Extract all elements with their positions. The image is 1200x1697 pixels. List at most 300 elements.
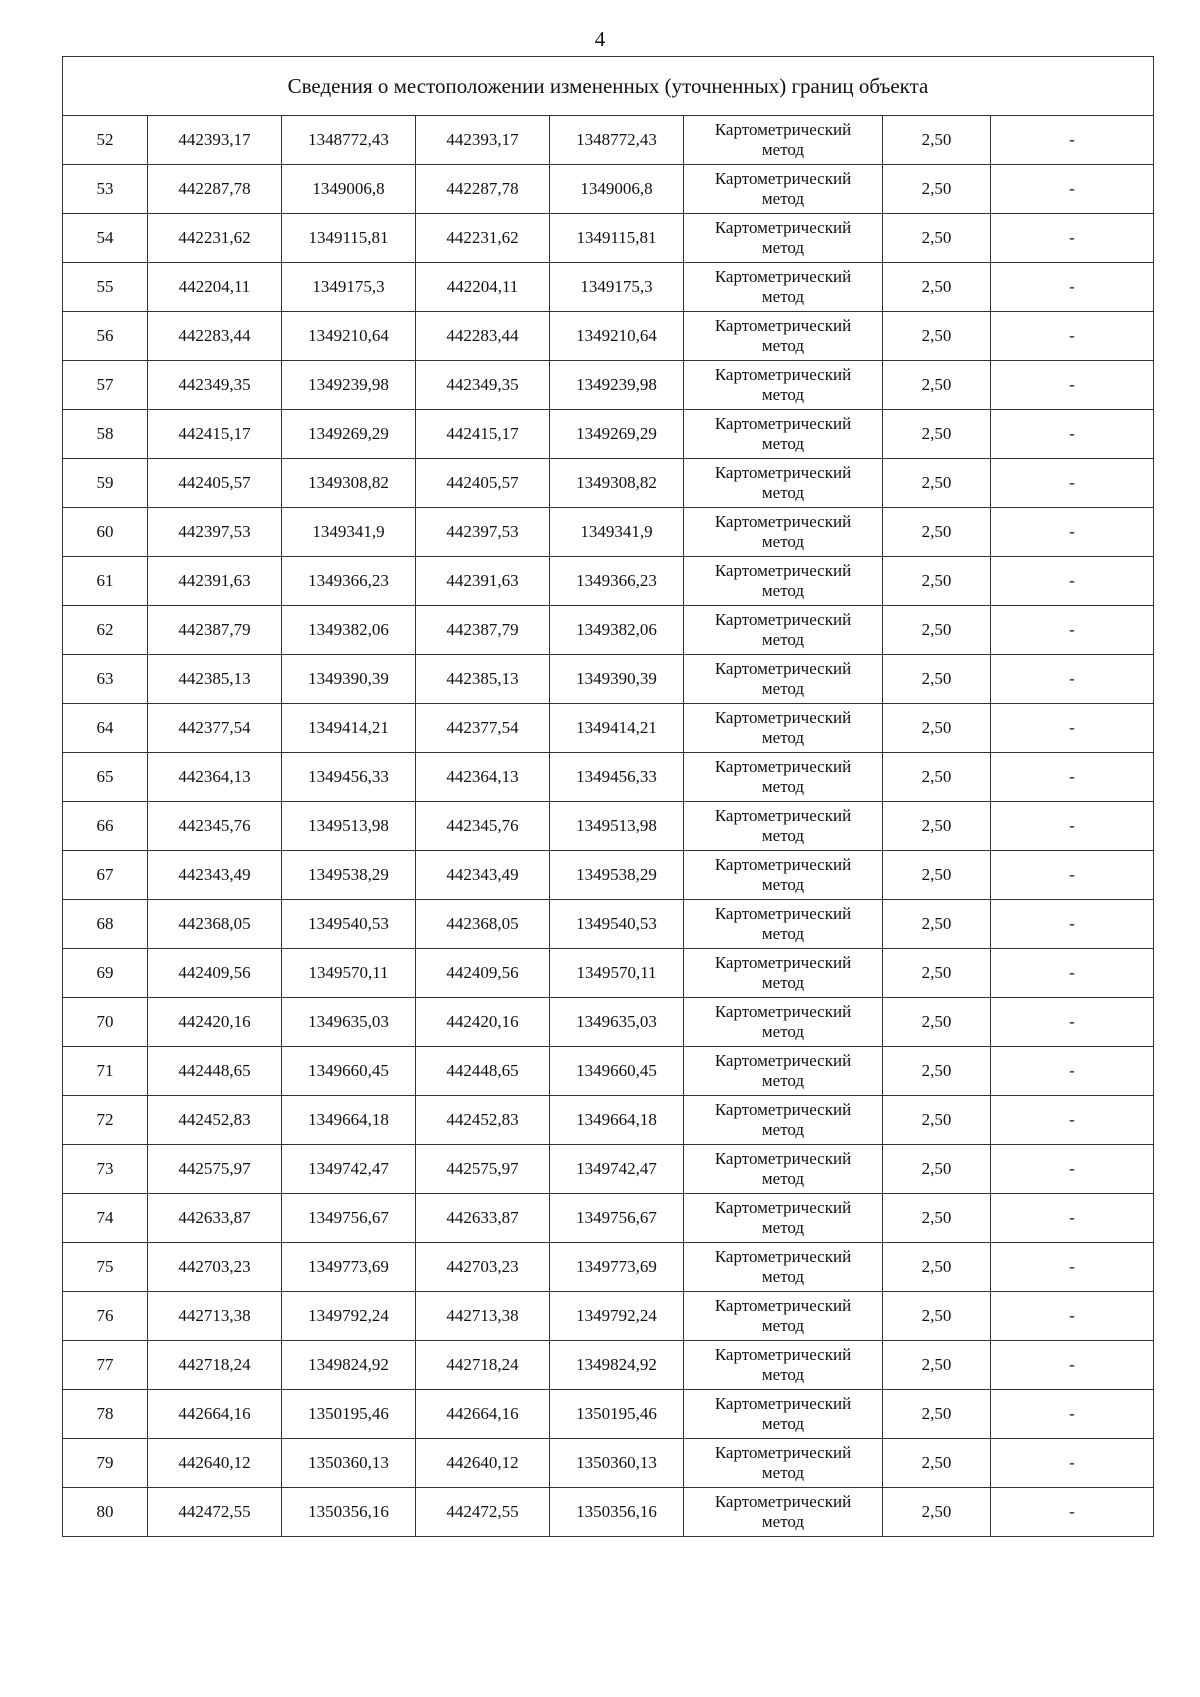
x-existing-cell: 442405,57 [148,459,282,508]
method-cell [684,949,883,998]
note-cell: - [991,606,1154,655]
table-body [63,57,1154,1537]
method-cell [684,998,883,1047]
method-cell [684,606,883,655]
table-row [63,361,1154,410]
method-line-1: Картометрический [714,1492,852,1511]
accuracy-cell: 2,50 [883,753,991,802]
x-existing-cell: 442397,53 [148,508,282,557]
note-cell: - [991,1145,1154,1194]
point-number-cell: 55 [63,263,148,312]
accuracy-cell: 2,50 [883,704,991,753]
note-cell: - [991,851,1154,900]
y-refined-cell: 1349341,9 [550,508,684,557]
accuracy-cell: 2,50 [883,312,991,361]
x-existing-cell: 442575,97 [148,1145,282,1194]
x-refined-cell: 442640,12 [416,1439,550,1488]
method-line-1: Картометрический [714,806,852,825]
accuracy-cell: 2,50 [883,1243,991,1292]
point-number-cell: 69 [63,949,148,998]
table-row [63,851,1154,900]
x-refined-cell: 442713,38 [416,1292,550,1341]
method-line-1: Картометрический [714,904,852,923]
x-refined-cell: 442409,56 [416,949,550,998]
note-cell: - [991,1488,1154,1537]
method-line-1: Картометрический [714,267,852,286]
method-line-1: Картометрический [714,414,852,433]
y-existing-cell: 1349513,98 [282,802,416,851]
point-number-cell: 60 [63,508,148,557]
table-row [63,214,1154,263]
y-existing-cell: 1349635,03 [282,998,416,1047]
y-existing-cell: 1349664,18 [282,1096,416,1145]
note-cell: - [991,704,1154,753]
note-cell: - [991,998,1154,1047]
y-refined-cell: 1349756,67 [550,1194,684,1243]
method-line-2: метод [761,1071,805,1090]
point-number-cell: 73 [63,1145,148,1194]
y-refined-cell: 1349456,33 [550,753,684,802]
method-line-2: метод [761,1512,805,1531]
table-row [63,508,1154,557]
x-refined-cell: 442452,83 [416,1096,550,1145]
accuracy-cell: 2,50 [883,1145,991,1194]
method-line-1: Картометрический [714,659,852,678]
table-row [63,1096,1154,1145]
table-row [63,557,1154,606]
method-cell [684,655,883,704]
accuracy-cell: 2,50 [883,410,991,459]
note-cell: - [991,410,1154,459]
x-refined-cell: 442472,55 [416,1488,550,1537]
y-refined-cell: 1350356,16 [550,1488,684,1537]
y-existing-cell: 1349006,8 [282,165,416,214]
x-existing-cell: 442231,62 [148,214,282,263]
note-cell: - [991,312,1154,361]
y-refined-cell: 1349824,92 [550,1341,684,1390]
method-line-2: метод [761,483,805,502]
x-refined-cell: 442575,97 [416,1145,550,1194]
y-refined-cell: 1349115,81 [550,214,684,263]
accuracy-cell: 2,50 [883,998,991,1047]
method-line-2: метод [761,1169,805,1188]
accuracy-cell: 2,50 [883,116,991,165]
note-cell: - [991,116,1154,165]
method-line-2: метод [761,532,805,551]
method-cell [684,1243,883,1292]
x-existing-cell: 442287,78 [148,165,282,214]
x-refined-cell: 442204,11 [416,263,550,312]
x-refined-cell: 442349,35 [416,361,550,410]
point-number-cell: 58 [63,410,148,459]
table-row [63,1047,1154,1096]
note-cell: - [991,1194,1154,1243]
method-line-2: метод [761,1365,805,1384]
method-cell [684,116,883,165]
x-refined-cell: 442364,13 [416,753,550,802]
method-cell [684,263,883,312]
method-cell [684,1390,883,1439]
note-cell: - [991,802,1154,851]
method-cell [684,1096,883,1145]
method-line-2: метод [761,875,805,894]
method-line-1: Картометрический [714,1247,852,1266]
method-line-1: Картометрический [714,1345,852,1364]
x-existing-cell: 442368,05 [148,900,282,949]
method-line-2: метод [761,1414,805,1433]
method-cell [684,1488,883,1537]
y-refined-cell: 1349269,29 [550,410,684,459]
method-line-2: метод [761,1022,805,1041]
table-row [63,263,1154,312]
y-existing-cell: 1349366,23 [282,557,416,606]
method-line-1: Картометрический [714,316,852,335]
y-existing-cell: 1350195,46 [282,1390,416,1439]
point-number-cell: 65 [63,753,148,802]
x-existing-cell: 442703,23 [148,1243,282,1292]
y-existing-cell: 1349382,06 [282,606,416,655]
point-number-cell: 64 [63,704,148,753]
point-number-cell: 76 [63,1292,148,1341]
method-cell [684,557,883,606]
method-line-2: метод [761,679,805,698]
y-existing-cell: 1349175,3 [282,263,416,312]
x-refined-cell: 442397,53 [416,508,550,557]
y-existing-cell: 1349660,45 [282,1047,416,1096]
point-number-cell: 56 [63,312,148,361]
point-number-cell: 70 [63,998,148,1047]
table-row [63,1341,1154,1390]
method-line-2: метод [761,434,805,453]
table-row [63,116,1154,165]
accuracy-cell: 2,50 [883,1194,991,1243]
method-cell [684,1194,883,1243]
method-line-1: Картометрический [714,757,852,776]
y-refined-cell: 1349175,3 [550,263,684,312]
note-cell: - [991,263,1154,312]
point-number-cell: 52 [63,116,148,165]
x-refined-cell: 442415,17 [416,410,550,459]
y-refined-cell: 1349664,18 [550,1096,684,1145]
y-existing-cell: 1349824,92 [282,1341,416,1390]
point-number-cell: 61 [63,557,148,606]
x-refined-cell: 442703,23 [416,1243,550,1292]
note-cell: - [991,1292,1154,1341]
method-line-1: Картометрический [714,708,852,727]
method-line-2: метод [761,287,805,306]
table-row [63,1390,1154,1439]
method-cell [684,459,883,508]
note-cell: - [991,1047,1154,1096]
x-existing-cell: 442393,17 [148,116,282,165]
accuracy-cell: 2,50 [883,1341,991,1390]
y-existing-cell: 1349308,82 [282,459,416,508]
x-existing-cell: 442713,38 [148,1292,282,1341]
method-cell [684,361,883,410]
y-refined-cell: 1350360,13 [550,1439,684,1488]
y-existing-cell: 1350356,16 [282,1488,416,1537]
x-existing-cell: 442391,63 [148,557,282,606]
y-existing-cell: 1349742,47 [282,1145,416,1194]
accuracy-cell: 2,50 [883,361,991,410]
point-number-cell: 78 [63,1390,148,1439]
method-line-1: Картометрический [714,169,852,188]
method-line-2: метод [761,189,805,208]
method-line-1: Картометрический [714,463,852,482]
method-cell [684,165,883,214]
table-row [63,1292,1154,1341]
note-cell: - [991,1096,1154,1145]
table-row [63,1194,1154,1243]
x-existing-cell: 442349,35 [148,361,282,410]
note-cell: - [991,508,1154,557]
y-refined-cell: 1349538,29 [550,851,684,900]
y-refined-cell: 1349773,69 [550,1243,684,1292]
accuracy-cell: 2,50 [883,1292,991,1341]
table-row [63,312,1154,361]
x-existing-cell: 442345,76 [148,802,282,851]
y-refined-cell: 1349239,98 [550,361,684,410]
note-cell: - [991,1243,1154,1292]
x-refined-cell: 442283,44 [416,312,550,361]
method-line-2: метод [761,630,805,649]
y-existing-cell: 1349390,39 [282,655,416,704]
method-line-1: Картометрический [714,1394,852,1413]
y-refined-cell: 1349570,11 [550,949,684,998]
point-number-cell: 68 [63,900,148,949]
method-line-1: Картометрический [714,1443,852,1462]
table-row [63,998,1154,1047]
y-existing-cell: 1349756,67 [282,1194,416,1243]
point-number-cell: 80 [63,1488,148,1537]
method-cell [684,900,883,949]
x-refined-cell: 442718,24 [416,1341,550,1390]
method-line-1: Картометрический [714,1296,852,1315]
x-existing-cell: 442385,13 [148,655,282,704]
method-line-1: Картометрический [714,218,852,237]
method-line-1: Картометрический [714,1051,852,1070]
note-cell: - [991,900,1154,949]
accuracy-cell: 2,50 [883,1390,991,1439]
point-number-cell: 54 [63,214,148,263]
accuracy-cell: 2,50 [883,1439,991,1488]
x-refined-cell: 442448,65 [416,1047,550,1096]
method-cell [684,1341,883,1390]
y-existing-cell: 1349456,33 [282,753,416,802]
accuracy-cell: 2,50 [883,557,991,606]
point-number-cell: 67 [63,851,148,900]
x-existing-cell: 442420,16 [148,998,282,1047]
accuracy-cell: 2,50 [883,165,991,214]
x-refined-cell: 442385,13 [416,655,550,704]
x-existing-cell: 442415,17 [148,410,282,459]
method-line-2: метод [761,728,805,747]
method-line-2: метод [761,1120,805,1139]
x-existing-cell: 442664,16 [148,1390,282,1439]
table-row [63,655,1154,704]
method-line-2: метод [761,238,805,257]
point-number-cell: 53 [63,165,148,214]
method-cell [684,1047,883,1096]
coordinates-table [62,56,1154,1537]
x-refined-cell: 442377,54 [416,704,550,753]
y-refined-cell: 1348772,43 [550,116,684,165]
y-refined-cell: 1349006,8 [550,165,684,214]
y-existing-cell: 1349792,24 [282,1292,416,1341]
y-refined-cell: 1349210,64 [550,312,684,361]
method-line-1: Картометрический [714,610,852,629]
accuracy-cell: 2,50 [883,263,991,312]
method-line-2: метод [761,336,805,355]
point-number-cell: 79 [63,1439,148,1488]
point-number-cell: 62 [63,606,148,655]
x-refined-cell: 442664,16 [416,1390,550,1439]
point-number-cell: 75 [63,1243,148,1292]
method-line-1: Картометрический [714,1100,852,1119]
method-line-2: метод [761,777,805,796]
accuracy-cell: 2,50 [883,214,991,263]
x-existing-cell: 442640,12 [148,1439,282,1488]
note-cell: - [991,557,1154,606]
y-refined-cell: 1350195,46 [550,1390,684,1439]
method-cell [684,1145,883,1194]
y-existing-cell: 1349239,98 [282,361,416,410]
method-cell [684,410,883,459]
note-cell: - [991,753,1154,802]
y-existing-cell: 1349570,11 [282,949,416,998]
x-existing-cell: 442343,49 [148,851,282,900]
accuracy-cell: 2,50 [883,1096,991,1145]
y-refined-cell: 1349635,03 [550,998,684,1047]
method-line-2: метод [761,581,805,600]
x-refined-cell: 442420,16 [416,998,550,1047]
table-row [63,606,1154,655]
point-number-cell: 57 [63,361,148,410]
method-line-2: метод [761,973,805,992]
method-line-1: Картометрический [714,365,852,384]
method-cell [684,1292,883,1341]
note-cell: - [991,214,1154,263]
method-cell [684,851,883,900]
accuracy-cell: 2,50 [883,1047,991,1096]
x-existing-cell: 442409,56 [148,949,282,998]
y-existing-cell: 1348772,43 [282,116,416,165]
x-refined-cell: 442405,57 [416,459,550,508]
method-line-2: метод [761,1316,805,1335]
x-refined-cell: 442633,87 [416,1194,550,1243]
method-line-1: Картометрический [714,561,852,580]
method-cell [684,1439,883,1488]
method-cell [684,214,883,263]
x-existing-cell: 442364,13 [148,753,282,802]
note-cell: - [991,1439,1154,1488]
y-existing-cell: 1349269,29 [282,410,416,459]
note-cell: - [991,165,1154,214]
table-row [63,900,1154,949]
accuracy-cell: 2,50 [883,508,991,557]
point-number-cell: 74 [63,1194,148,1243]
x-refined-cell: 442387,79 [416,606,550,655]
y-refined-cell: 1349382,06 [550,606,684,655]
point-number-cell: 59 [63,459,148,508]
method-cell [684,704,883,753]
note-cell: - [991,459,1154,508]
note-cell: - [991,949,1154,998]
y-refined-cell: 1349390,39 [550,655,684,704]
y-refined-cell: 1349660,45 [550,1047,684,1096]
x-refined-cell: 442393,17 [416,116,550,165]
y-existing-cell: 1349414,21 [282,704,416,753]
y-refined-cell: 1349366,23 [550,557,684,606]
accuracy-cell: 2,50 [883,851,991,900]
method-line-2: метод [761,1218,805,1237]
table-title-row [63,57,1154,116]
table-row [63,459,1154,508]
method-line-2: метод [761,1463,805,1482]
note-cell: - [991,1390,1154,1439]
method-line-1: Картометрический [714,1198,852,1217]
x-existing-cell: 442452,83 [148,1096,282,1145]
accuracy-cell: 2,50 [883,949,991,998]
method-line-2: метод [761,385,805,404]
table-title: Сведения о местоположении измененных (уточненных) границ объекта [63,57,1154,116]
method-line-2: метод [761,924,805,943]
y-existing-cell: 1349115,81 [282,214,416,263]
table-row [63,802,1154,851]
method-cell [684,312,883,361]
x-existing-cell: 442718,24 [148,1341,282,1390]
y-existing-cell: 1349341,9 [282,508,416,557]
x-refined-cell: 442391,63 [416,557,550,606]
x-refined-cell: 442345,76 [416,802,550,851]
table-row [63,949,1154,998]
accuracy-cell: 2,50 [883,459,991,508]
x-refined-cell: 442368,05 [416,900,550,949]
table-row [63,1488,1154,1537]
method-line-2: метод [761,826,805,845]
method-cell [684,753,883,802]
y-existing-cell: 1350360,13 [282,1439,416,1488]
method-line-1: Картометрический [714,1149,852,1168]
accuracy-cell: 2,50 [883,900,991,949]
x-existing-cell: 442283,44 [148,312,282,361]
point-number-cell: 71 [63,1047,148,1096]
y-existing-cell: 1349773,69 [282,1243,416,1292]
point-number-cell: 66 [63,802,148,851]
table-row [63,753,1154,802]
y-refined-cell: 1349540,53 [550,900,684,949]
table-row [63,1145,1154,1194]
table-row [63,410,1154,459]
table-row [63,165,1154,214]
page-number: 4 [594,27,606,51]
y-refined-cell: 1349414,21 [550,704,684,753]
accuracy-cell: 2,50 [883,606,991,655]
note-cell: - [991,1341,1154,1390]
table-row [63,1439,1154,1488]
x-refined-cell: 442287,78 [416,165,550,214]
method-cell [684,508,883,557]
y-refined-cell: 1349792,24 [550,1292,684,1341]
point-number-cell: 77 [63,1341,148,1390]
x-existing-cell: 442633,87 [148,1194,282,1243]
method-line-1: Картометрический [714,512,852,531]
x-existing-cell: 442448,65 [148,1047,282,1096]
method-line-1: Картометрический [714,1002,852,1021]
x-existing-cell: 442204,11 [148,263,282,312]
point-number-cell: 63 [63,655,148,704]
method-line-1: Картометрический [714,953,852,972]
